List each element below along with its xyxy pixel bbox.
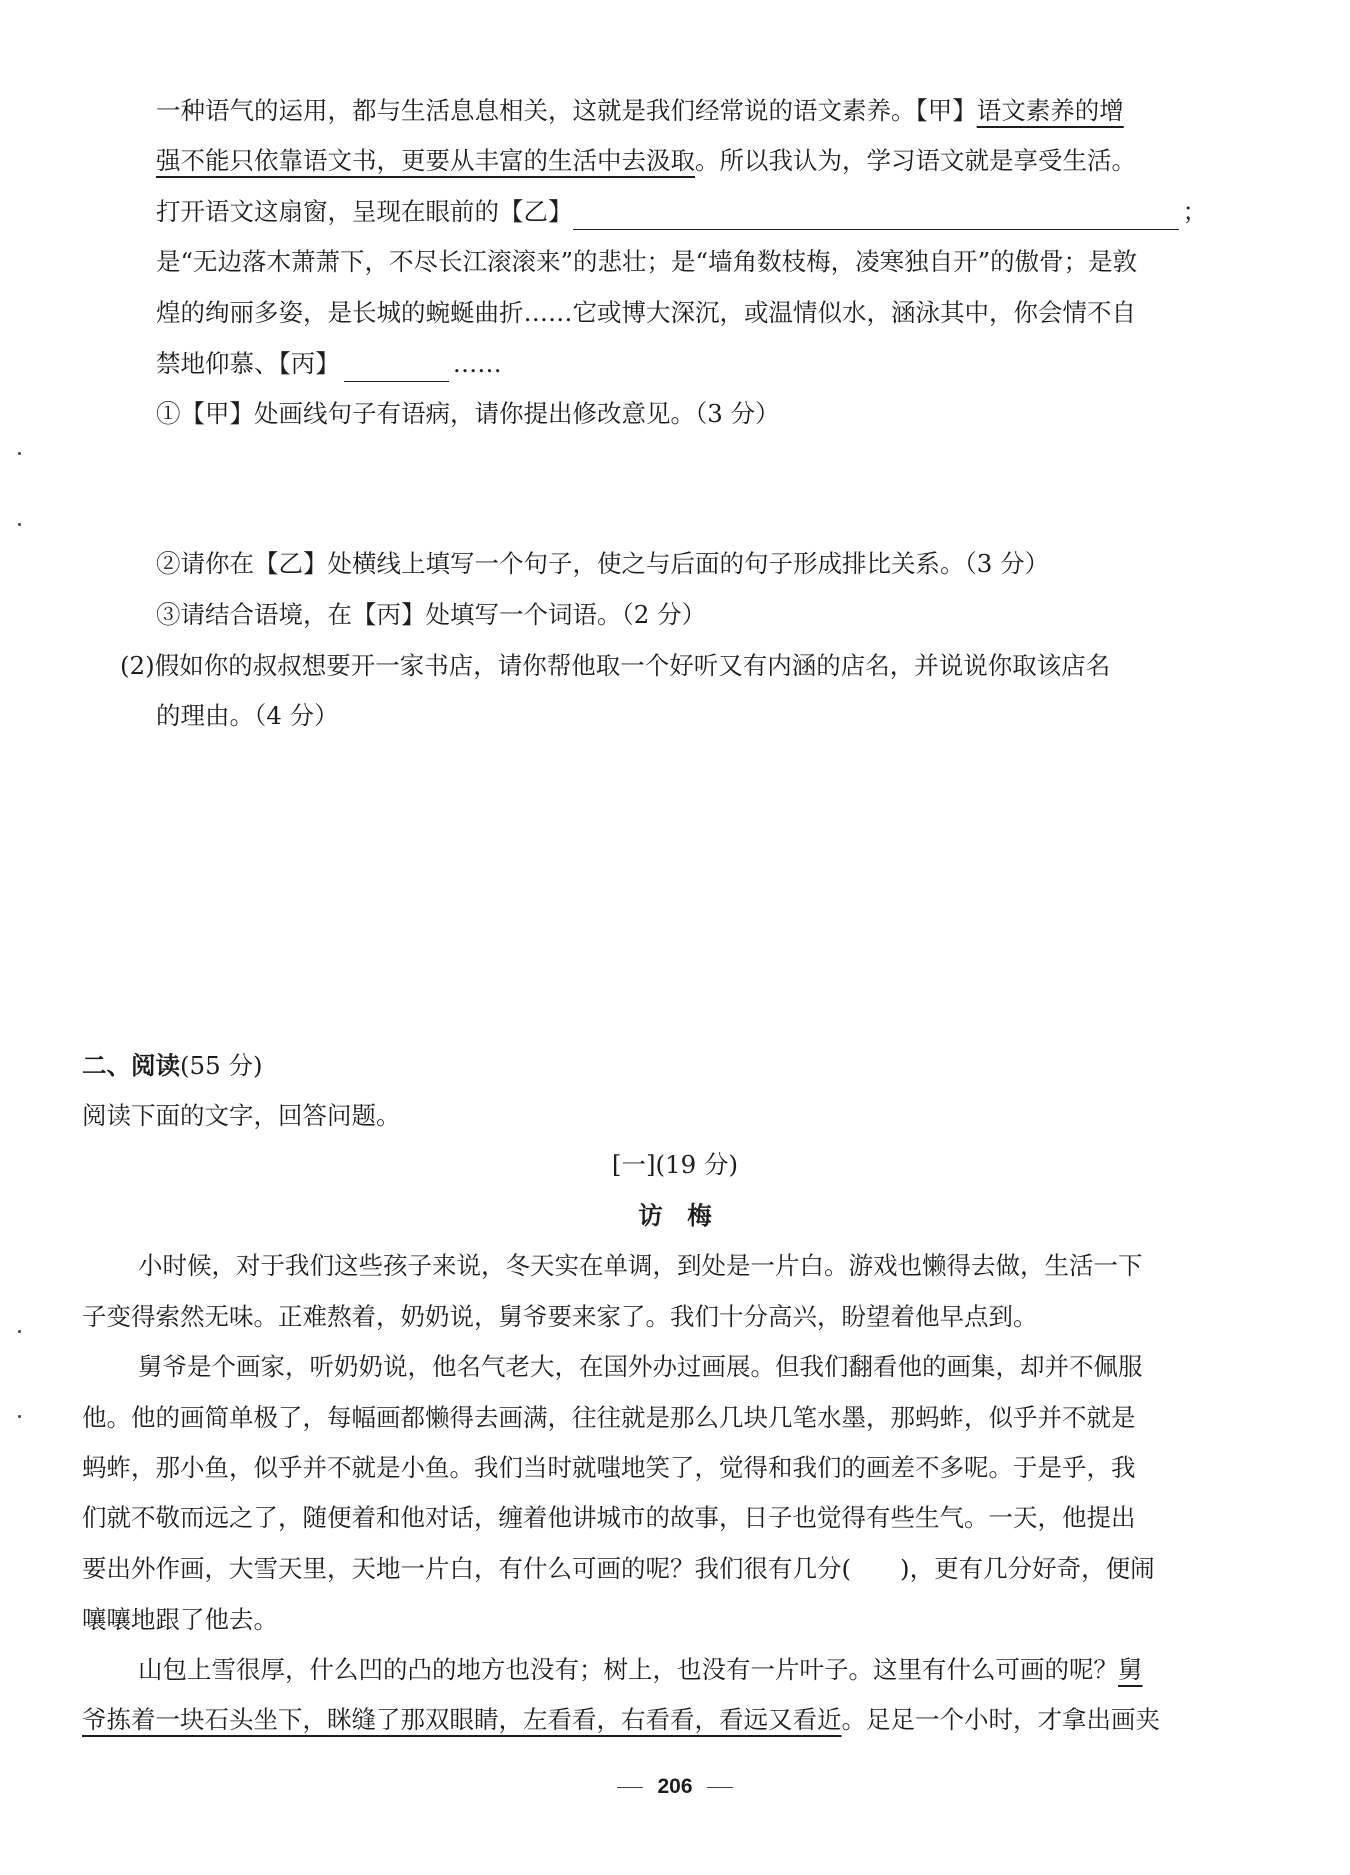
- underlined-sentence: 舅: [1118, 1655, 1143, 1684]
- section-title: 二、阅读: [82, 1051, 180, 1080]
- page-number-dash: [707, 1787, 733, 1788]
- page-number-dash: [617, 1787, 643, 1788]
- section-score: (55 分): [180, 1051, 263, 1080]
- passage-line-4: 是“无边落木萧萧下，不尽长江滚滚来”的悲壮；是“墙角数枝梅，凌寒独自开”的傲骨；是敦: [156, 247, 1138, 276]
- part-label: [一](19 分): [611, 1150, 739, 1179]
- page-number-text: 206: [657, 1775, 693, 1798]
- margin-dot: [18, 452, 21, 455]
- article-line-8: 嚷嚷地跟了他去。: [82, 1605, 278, 1634]
- underlined-sentence-jia: 语文素养的增: [976, 96, 1124, 125]
- article-line-6: 们就不敬而远之了，随便着和他对话，缠着他讲城市的故事，日子也觉得有些生气。一天，他提出: [82, 1503, 1136, 1532]
- question-4: (2)假如你的叔叔想要开一家书店，请你帮他取一个好听又有内涵的店名，并说说你取该店名: [120, 651, 1111, 680]
- article-line-1: 小时候，对于我们这些孩子来说，冬天实在单调，到处是一片白。游戏也懒得去做，生活一下: [138, 1251, 1143, 1280]
- question-4-cont: 的理由。（4 分）: [156, 701, 339, 730]
- article-line-5: 蚂蚱，那小鱼，似乎并不就是小鱼。我们当时就嗤地笑了，觉得和我们的画差不多呢。于是乎，我: [82, 1453, 1136, 1482]
- margin-dot: [18, 1415, 21, 1418]
- article-line-7: 要出外作画，大雪天里，天地一片白，有什么可画的呢？我们很有几分( )，更有几分好奇，便闹: [82, 1554, 1155, 1583]
- blank-bing[interactable]: [344, 355, 449, 382]
- passage-line-3: [156, 194, 1207, 230]
- page-number: [0, 1775, 1350, 1799]
- text-span: 。所以我认为，学习语文就是享受生活。: [695, 146, 1136, 175]
- text-span: 打开语文这扇窗，呈现在眼前的【乙】: [156, 197, 573, 226]
- article-line-3: 舅爷是个画家，听奶奶说，他名气老大，在国外办过画展。但我们翻看他的画集，却并不佩服: [138, 1352, 1143, 1381]
- article-line-4: 他。他的画简单极了，每幅画都懒得去画满，往往就是那么几块几笔水墨，那蚂蚱，似乎并不就是: [82, 1403, 1136, 1432]
- margin-dot: [18, 1330, 21, 1333]
- text-span: 一种语气的运用，都与生活息息相关，这就是我们经常说的语文素养。【甲】: [156, 96, 977, 125]
- article-line-9: [138, 1652, 1143, 1688]
- passage-line-2: [156, 143, 1136, 179]
- question-2: ②请你在【乙】处横线上填写一个句子，使之与后面的句子形成排比关系。（3 分）: [156, 549, 1050, 578]
- text-span: ；: [1182, 197, 1207, 226]
- underlined-sentence-jia: 强不能只依靠语文书，更要从丰富的生活中去汲取: [156, 146, 695, 175]
- question-3: ③请结合语境，在【丙】处填写一个词语。（2 分）: [156, 600, 707, 629]
- article-title: 访 梅: [638, 1201, 712, 1230]
- instruction: 阅读下面的文字，回答问题。: [82, 1101, 401, 1130]
- text-span: 禁地仰慕、【丙】: [156, 349, 340, 378]
- margin-dot: [18, 523, 21, 526]
- passage-line-6: [156, 346, 502, 382]
- passage-line-5: 煌的绚丽多姿，是长城的蜿蜒曲折……它或博大深沉，或温情似水，涵泳其中，你会情不自: [156, 298, 1136, 327]
- text-span: 。足足一个小时，才拿出画夹: [841, 1705, 1160, 1734]
- question-1: ①【甲】处画线句子有语病，请你提出修改意见。（3 分）: [156, 399, 780, 428]
- underlined-sentence: 爷拣着一块石头坐下，眯缝了那双眼睛，左看看，右看看，看远又看近: [82, 1705, 842, 1734]
- article-line-10: [82, 1702, 1160, 1738]
- section-heading: [82, 1048, 263, 1084]
- blank-yi[interactable]: [573, 203, 1179, 230]
- article-line-2: 子变得索然无味。正难熬着，奶奶说，舅爷要来家了。我们十分高兴，盼望着他早点到。: [82, 1302, 1038, 1331]
- passage-line-1: [156, 93, 1124, 129]
- text-span: ……: [452, 349, 502, 378]
- text-span: 山包上雪很厚，什么凹的凸的地方也没有；树上，也没有一片叶子。这里有什么可画的呢？: [138, 1655, 1118, 1684]
